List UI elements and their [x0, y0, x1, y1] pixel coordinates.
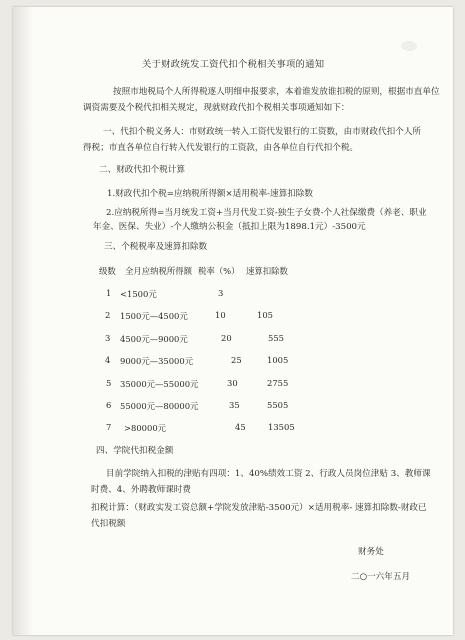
table-row-4-deduction: 1005: [267, 355, 289, 365]
table-row-4-level: 4: [105, 355, 111, 365]
table-row-3-range: 4500元—9000元: [120, 334, 188, 344]
table-row-2-deduction: 105: [257, 310, 273, 320]
table-row-4-rate: 25: [231, 355, 242, 365]
intro-line-1: 按照市地税局个人所得税逐人明细申报要求，本着谁发放谁扣税的原则，根据市直单位: [113, 87, 440, 97]
table-row-3-level: 3: [105, 333, 111, 343]
intro-line-2: 调资需要及个税代扣相关规定，现就财政代扣个税相关事项通知如下：: [83, 103, 350, 113]
table-header-range: 全月应纳税所得额: [125, 266, 192, 276]
table-row-7-deduction: 13505: [268, 422, 295, 432]
table-header-rate: 税率（%）: [198, 266, 240, 276]
table-row-2-level: 2: [105, 310, 111, 320]
table-row-1-level: 1: [106, 288, 112, 298]
section3-heading: 三、个税税率及速算扣除数: [104, 242, 208, 252]
table-row-6-deduction: 5505: [267, 400, 289, 410]
scan-shadow: [13, 7, 33, 635]
table-row-5-range: 35000元—55000元: [120, 379, 199, 389]
document-page: [13, 7, 453, 635]
section1-line-2: 得税；市直各单位自行转入代发银行的工资款，由各单位自行代扣个税。: [83, 143, 359, 153]
table-row-7-rate: 45: [235, 422, 246, 432]
section4-line-2: 时费、4、外聘教师课时费: [91, 485, 191, 495]
table-row-6-range: 55000元—80000元: [120, 401, 199, 411]
table-row-6-rate: 35: [229, 400, 240, 410]
section4-formula-line-1: 扣税计算：（财政实发工资总额+学院发放津贴-3500元）×适用税率- 速算扣除数-财政已: [91, 503, 427, 513]
issuer-signature: 财务处: [358, 547, 384, 557]
table-row-3-rate: 20: [221, 333, 232, 343]
table-row-5-deduction: 2755: [267, 378, 289, 388]
notice-title: 关于财政统发工资代扣个税相关事项的通知: [142, 59, 325, 70]
table-row-3-deduction: 555: [268, 333, 284, 343]
section2-heading: 二、财政代扣个税计算: [99, 165, 185, 175]
table-row-7-range: >80000元: [124, 423, 167, 433]
table-row-5-level: 5: [106, 378, 112, 388]
scan-smudge: [401, 41, 417, 51]
table-header-level: 级数: [99, 266, 116, 276]
section4-formula-line-2: 代扣税额: [91, 519, 126, 529]
section2-item-2-line-2: 年金、医保、失业）-个人缴纳公积金（抵扣上限为1898.1元）-3500元: [93, 222, 366, 232]
section4-heading: 四、学院代扣税金额: [96, 446, 174, 456]
issue-date: 二○一六年五月: [351, 572, 411, 582]
table-row-6-level: 6: [106, 400, 112, 410]
section2-item-1: 1.财政代扣个税=应纳税所得额×适用税率-速算扣除数: [107, 189, 313, 199]
table-header-deduction: 速算扣除数: [246, 266, 288, 276]
section2-item-2-line-1: 2.应纳税所得=当月统发工资+当月代发工资-独生子女费-个人社保缴费（养老、职业: [106, 208, 427, 218]
table-row-2-rate: 10: [215, 310, 226, 320]
section4-line-1: 目前学院纳入扣税的津贴有四项：1、40%绩效工资 2、行政人员岗位津贴 3、教师课: [106, 469, 431, 479]
table-row-4-range: 9000元—35000元: [120, 356, 194, 366]
section1-line-1: 一、代扣个税义务人：市财政统一转入工资代发银行的工资数，由市财政代扣个人所: [103, 127, 421, 137]
table-row-5-rate: 30: [227, 378, 238, 388]
table-row-2-range: 1500元—4500元: [120, 311, 188, 321]
table-row-7-level: 7: [106, 422, 112, 432]
table-row-1-rate: 3: [218, 288, 224, 298]
table-row-1-range: <1500元: [120, 289, 157, 299]
